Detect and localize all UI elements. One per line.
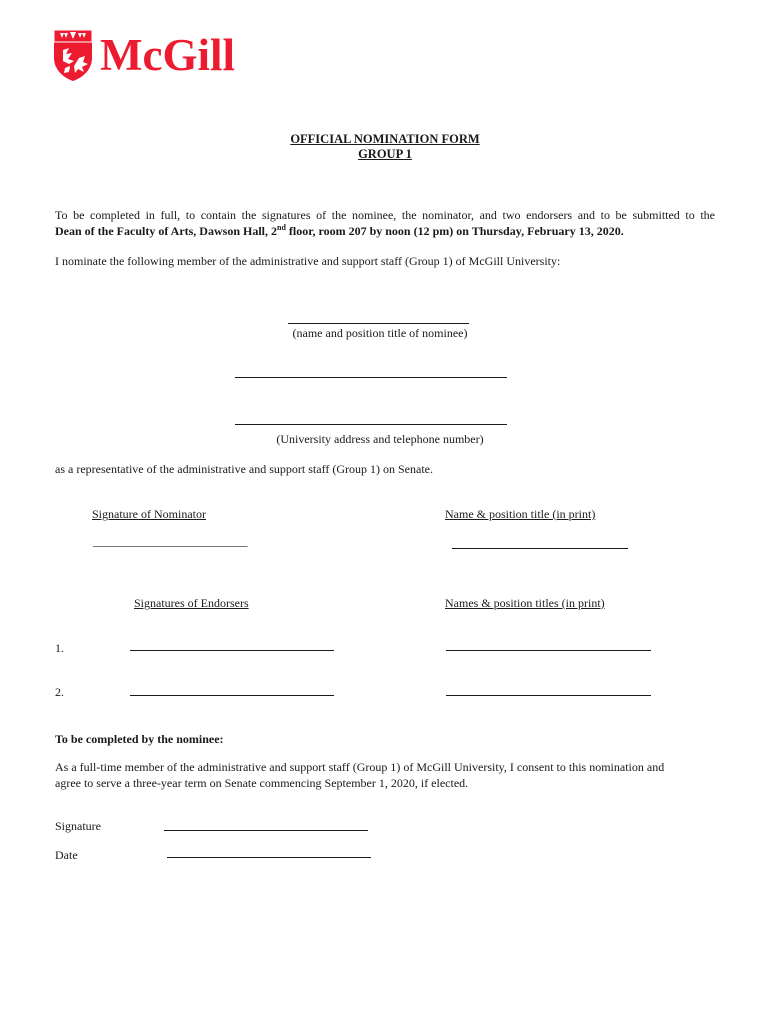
endorser-number-2: 2. [55,685,64,699]
address-caption: (University address and telephone number) [276,432,484,446]
representative-text: as a representative of the administrative and support staff (Group 1) on Senate. [55,462,433,476]
address-line-2[interactable] [235,424,507,425]
nominate-text: I nominate the following member of the administrative and support staff (Group 1) of McGill University: [55,254,561,268]
consent-line-1: As a full-time member of the administrative and support staff (Group 1) of McGill University, I consent to this nomination and [55,760,665,774]
nominee-caption: (name and position title of nominee) [292,326,468,340]
nominee-signature-line[interactable] [164,830,368,831]
nominator-name-label: Name & position title (in print) [445,507,596,521]
intro-line-1: To be completed in full, to contain the signatures of the nominee, the nominator, and two endorsers and to be submitted to the [55,208,715,222]
nominator-signature-label: Signature of Nominator [92,507,206,521]
mcgill-logo [52,28,235,82]
endorsers-name-label: Names & position titles (in print) [445,596,605,610]
title-line-1: OFFICIAL NOMINATION FORM [290,132,480,146]
endorsers-signature-label: Signatures of Endorsers [134,596,249,610]
nominator-name-line[interactable] [452,548,628,549]
mcgill-wordmark: McGill [100,29,235,80]
title-line-2: GROUP 1 [358,147,412,161]
consent-line-2: agree to serve a three-year term on Senate commencing September 1, 2020, if elected. [55,776,469,790]
nominee-signature-label: Signature [55,819,101,833]
consent-paragraph [55,759,715,791]
form-title [0,132,770,162]
endorser-number-1: 1. [55,641,64,655]
endorser-2-name-line[interactable] [446,695,651,696]
intro-line-2: Dean of the Faculty of Arts, Dawson Hall, 2nd floor, room 207 by noon (12 pm) on Thursday, February 13, 2020. [55,223,624,238]
intro-paragraph [55,207,715,239]
address-line-1[interactable] [235,377,507,378]
endorser-1-name-line[interactable] [446,650,651,651]
nominee-section-heading: To be completed by the nominee: [55,732,224,746]
nominator-signature-dashes[interactable]: ____________________________ [93,534,247,548]
endorser-1-signature-line[interactable] [130,650,334,651]
endorser-2-signature-line[interactable] [130,695,334,696]
mcgill-crest-icon [52,28,94,82]
nominee-date-label: Date [55,848,78,862]
nominee-date-line[interactable] [167,857,371,858]
nominee-name-line[interactable] [288,323,469,324]
